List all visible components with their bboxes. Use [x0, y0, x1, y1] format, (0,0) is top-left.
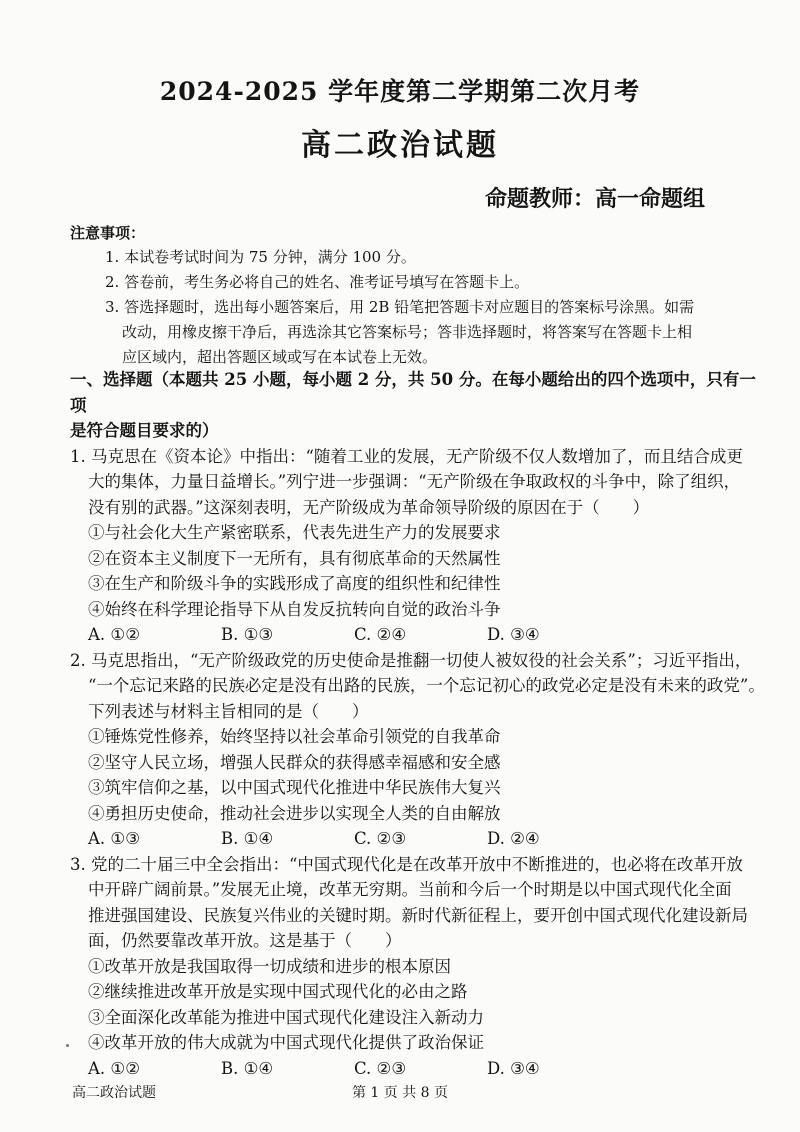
- notice-section: [70, 222, 770, 370]
- choice-c: C. ②③: [354, 829, 407, 848]
- question-option: ①锤炼党性修养，始终坚持以社会革命引领党的自我革命: [88, 727, 501, 746]
- question-option: ②在资本主义制度下一无所有，具有彻底革命的天然属性: [88, 548, 501, 568]
- question-1: [70, 444, 770, 648]
- question-option: ③全面深化改革能为推进中国式现代化建设注入新动力: [88, 1007, 484, 1027]
- choice-a: A. ①②: [88, 625, 140, 644]
- notice-item: 2. 答卷前，考生务必将自己的姓名、准考证号填写在答题卡上。: [105, 273, 530, 291]
- question-stem-cont: 面，仍然要靠改革开放。这是基于（ ）: [88, 931, 402, 950]
- notice-item: 1. 本试卷考试时间为 75 分钟，满分 100 分。: [105, 248, 416, 266]
- question-option: ④始终在科学理论指导下从自发反抗转向自觉的政治斗争: [88, 599, 501, 619]
- question-option: ①与社会化大生产紧密联系，代表先进生产力的发展要求: [88, 523, 501, 542]
- choice-b: B. ①④: [221, 829, 274, 848]
- choice-d: D. ②④: [487, 829, 540, 848]
- footer-subject: 高二政治试题: [72, 1085, 156, 1101]
- questions-area: [70, 367, 770, 1081]
- question-option: ④改革开放的伟大成就为中国式现代化提供了政治保证: [88, 1033, 484, 1052]
- choice-a: A. ①③: [88, 829, 140, 848]
- question-stem-cont: 下列表述与材料主旨相同的是（ ）: [88, 701, 369, 721]
- question-option: ②继续推进改革开放是实现中国式现代化的必由之路: [88, 982, 468, 1001]
- question-stem-cont: 大的集体，力量日益增长。”列宁进一步强调：“无产阶级在争取政权的斗争中，除了组织，: [88, 472, 741, 491]
- question-option: ③筑牢信仰之基，以中国式现代化推进中华民族伟大复兴: [88, 778, 501, 797]
- notice-heading: 注意事项：: [70, 224, 146, 242]
- choice-c: C. ②③: [354, 1058, 407, 1078]
- choice-c: C. ②④: [354, 625, 407, 644]
- footer-page-number: 第 1 页 共 8 页: [351, 1085, 449, 1101]
- choice-d: D. ③④: [487, 1058, 540, 1078]
- choice-b: B. ①③: [221, 625, 274, 644]
- question-option: ①改革开放是我国取得一切成绩和进步的根本原因: [88, 956, 451, 976]
- choice-b: B. ①④: [221, 1058, 274, 1078]
- choice-d: D. ③④: [487, 625, 540, 644]
- question-stem-cont: 中开辟广阔前景。”发展无止境，改革无穷期。当前和今后一个时期是以中国式现代化全面: [88, 880, 732, 899]
- question-option: ③在生产和阶级斗争的实践形成了高度的组织性和纪律性: [88, 574, 501, 593]
- question-stem-cont: 没有别的武器。”这深刻表明，无产阶级成为革命领导阶级的原因在于（ ）: [88, 497, 650, 517]
- answer-choices: [70, 622, 770, 648]
- exam-title: 2024-2025 学年度第二学期第二次月考: [159, 77, 641, 106]
- section-heading: 一、选择题（本题共 25 小题，每小题 2 分，共 50 分。在每小题给出的四个选项中，只有一项: [70, 370, 756, 415]
- question-stem: 3. 党的二十届三中全会指出：“中国式现代化是在改革开放中不断推进的，也必将在改革开放: [70, 854, 743, 874]
- question-2: [70, 648, 770, 852]
- scan-speck: [66, 1044, 69, 1047]
- question-3: [70, 852, 770, 1082]
- notice-item-cont: 应区域内，超出答题区域或写在本试卷上无效。: [122, 348, 438, 366]
- question-stem-cont: 推进强国建设、民族复兴伟业的关键时期。新时代新征程上，要开创中国式现代化建设新局: [88, 905, 748, 925]
- question-option: ②坚守人民立场，增强人民群众的获得感幸福感和安全感: [88, 752, 501, 772]
- exam-author: 命题教师：高一命题组: [485, 186, 706, 212]
- choice-a: A. ①②: [88, 1058, 140, 1078]
- question-stem: 1. 马克思在《资本论》中指出：“随着工业的发展，无产阶级不仅人数增加了，而且结合成更: [70, 446, 743, 466]
- exam-subject-title: 高二政治试题: [301, 128, 499, 163]
- answer-choices: [70, 826, 770, 852]
- section-heading-cont: 是符合题目要求的）: [70, 421, 219, 440]
- notice-item: 3. 答选择题时，选出每小题答案后，用 2B 铅笔把答题卡对应题目的答案标号涂黑。如需: [105, 298, 695, 316]
- question-option: ④勇担历史使命，推动社会进步以实现全人类的自由解放: [88, 803, 501, 823]
- question-stem: 2. 马克思指出，“无产阶级政党的历史使命是推翻一切使人被奴役的社会关系”；习近平指出，: [70, 650, 752, 670]
- answer-choices: [70, 1056, 770, 1082]
- notice-item-cont: 改动，用橡皮擦干净后，再选涂其它答案标号；答非选择题时，将答案写在答题卡上相: [122, 323, 693, 341]
- question-stem-cont: “一个忘记来路的民族必定是没有出路的民族，一个忘记初心的政党必定是没有未来的政党”。: [88, 676, 765, 695]
